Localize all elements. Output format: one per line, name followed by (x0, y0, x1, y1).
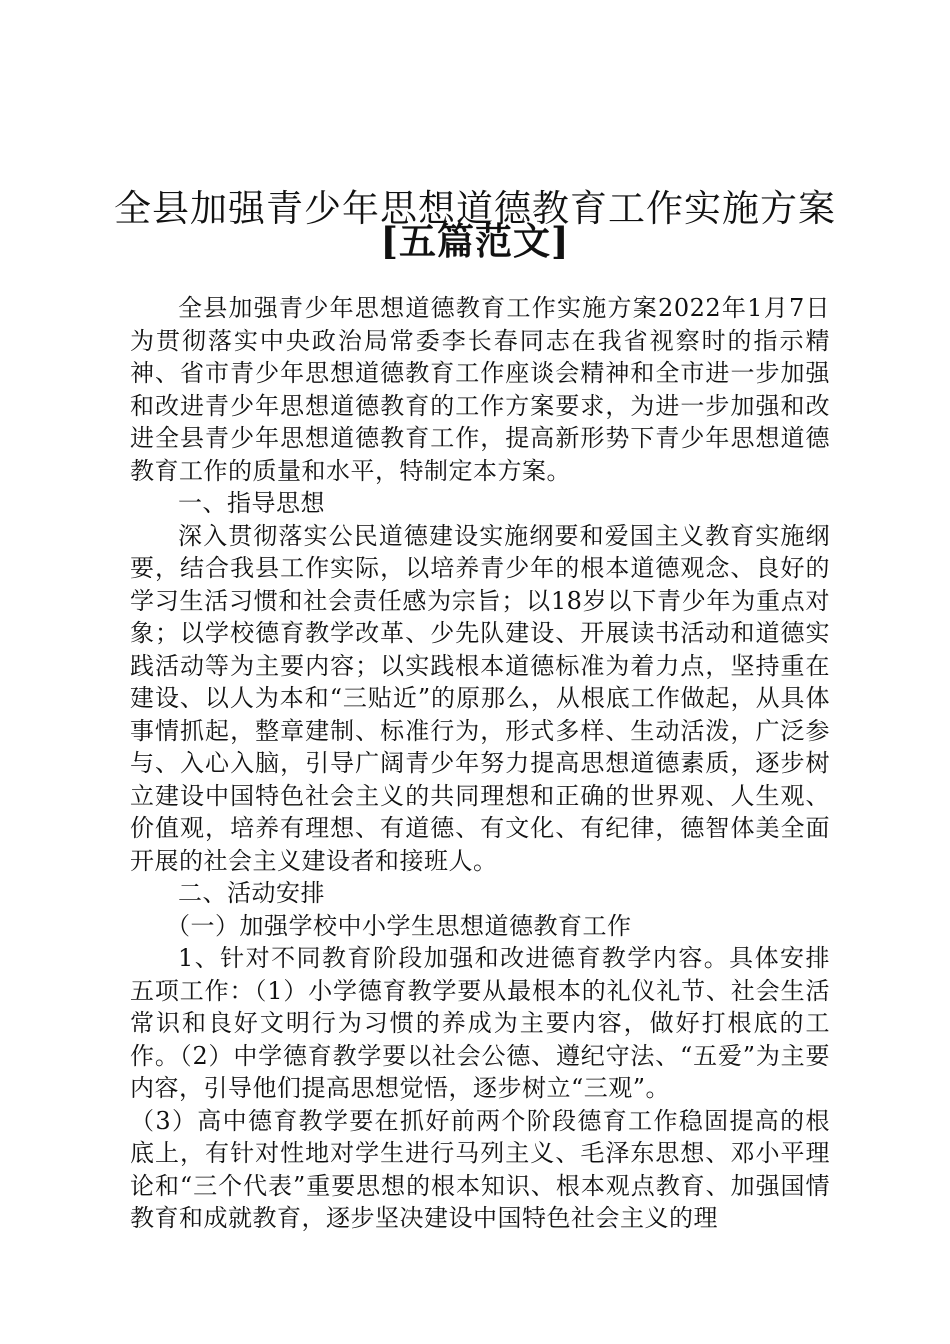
section-heading-guiding-ideology: 一、指导思想 (178, 489, 325, 517)
document-body (130, 292, 830, 1235)
section-heading-activity-arrangement: 二、活动安排 (178, 879, 325, 907)
intro-paragraph: 全县加强青少年思想道德教育工作实施方案2022年1月7日为贯彻落实中央政治局常委李长春同志在我省视察时的指示精神、省市青少年思想道德教育工作座谈会精神和全市进一步加强和改进青少年思想道德教育的工作方案要求，为进一步加强和改进全县青少年思想道德教育工作，提高新形势下青少年思想道德教育工作的质量和水平，特制定本方案。 (130, 294, 830, 485)
item-1-paragraph: 1、针对不同教育阶段加强和改进德育教学内容。具体安排五项工作：（1）小学德育教学要从最根本的礼仪礼节、社会生活常识和良好文明行为习惯的养成为主要内容，做好打根底的工作。（2）中学德育教学要以社会公德、遵纪守法、“五爱”为主要内容，引导他们提高思想觉悟，逐步树立“三观”。 (130, 944, 830, 1102)
document-subtitle: [五篇范文] (380, 219, 570, 263)
document-title: 全县加强青少年思想道德教育工作实施方案 (114, 187, 836, 230)
guiding-ideology-paragraph: 深入贯彻落实公民道德建设实施纲要和爱国主义教育实施纲要，结合我县工作实际，以培养青少年的根本道德观念、良好的学习生活习惯和社会责任感为宗旨；以18岁以下青少年为重点对象；以学校德育教学改革、少先队建设、开展读书活动和道德实践活动等为主要内容；以实践根本道德标准为着力点，坚持重在建设、以人为本和“三贴近”的原那么，从根底工作做起，从具体事情抓起，整章建制、标准行为，形式多样、生动活泼，广泛参与、入心入脑，引导广阔青少年努力提高思想道德素质，逐步树立建设中国特色社会主义的共同理想和正确的世界观、人生观、价值观，培养有理想、有道德、有文化、有纪律，德智体美全面开展的社会主义建设者和接班人。 (130, 521, 830, 875)
subsection-heading-school-education: （一）加强学校中小学生思想道德教育工作 (166, 911, 632, 940)
item-1-continued-paragraph: （3）高中德育教学要在抓好前两个阶段德育工作稳固提高的根底上，有针对性地对学生进行马列主义、毛泽东思想、邓小平理论和“三个代表”重要思想的根本知识、根本观点教育、加强国情教育和成就教育，逐步坚决建设中国特色社会主义的理 (130, 1106, 830, 1232)
